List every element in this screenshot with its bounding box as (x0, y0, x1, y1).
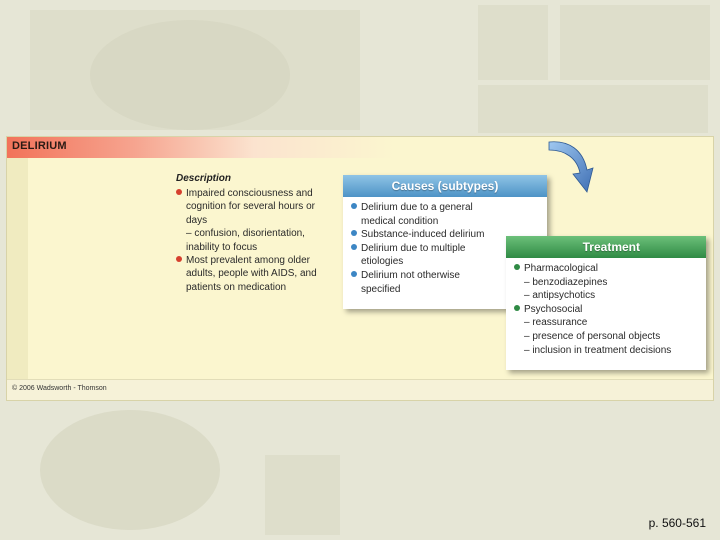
panel-title: DELIRIUM (12, 140, 67, 152)
bullet-icon (351, 230, 357, 236)
description-line: days (186, 214, 208, 226)
causes-line: Substance-induced delirium (351, 228, 547, 242)
panel-side-strip (7, 158, 28, 380)
treatment-line: Psychosocial (514, 303, 706, 317)
background-face (40, 410, 220, 530)
description-line: inability to focus (186, 241, 258, 253)
bullet-icon (514, 305, 520, 311)
copyright-text: © 2006 Wadsworth - Thomson (12, 385, 107, 392)
page-reference: p. 560-561 (648, 516, 706, 530)
description-line: Impaired consciousness and (176, 187, 336, 200)
causes-line: etiologies (361, 256, 404, 268)
bullet-icon (176, 256, 182, 262)
treatment-line: – presence of personal objects (524, 330, 661, 342)
description-line: adults, people with AIDS, and (186, 268, 317, 280)
treatment-line: – reassurance (524, 317, 588, 329)
bullet-icon (514, 264, 520, 270)
causes-line: medical condition (361, 215, 439, 227)
treatment-line: – benzodiazepines (524, 276, 608, 288)
background-tile (265, 455, 340, 535)
description-line: cognition for several hours or (186, 201, 315, 213)
description-section (176, 173, 336, 294)
background-tile (478, 5, 548, 80)
causes-line: specified (361, 283, 401, 295)
background-tile (478, 85, 708, 133)
causes-line: Delirium not otherwise (351, 269, 547, 283)
background-face (90, 20, 290, 130)
bullet-icon (351, 271, 357, 277)
bullet-icon (351, 244, 357, 250)
treatment-line: – antipsychotics (524, 290, 596, 302)
causes-line: Delirium due to multiple (351, 242, 547, 256)
description-line: – confusion, disorientation, (186, 228, 305, 240)
causes-heading: Causes (subtypes) (343, 175, 547, 197)
treatment-line: Pharmacological (514, 262, 706, 276)
treatment-box (506, 236, 706, 370)
description-line: patients on medication (186, 281, 287, 293)
description-line: Most prevalent among older (176, 254, 336, 267)
curved-arrow-icon (547, 136, 603, 196)
treatment-heading: Treatment (506, 236, 706, 258)
treatment-line: – inclusion in treatment decisions (524, 344, 672, 356)
panel-header (7, 137, 713, 158)
bullet-icon (351, 203, 357, 209)
causes-line: Delirium due to a general (351, 201, 547, 215)
background-tile (560, 5, 710, 80)
delirium-panel (7, 137, 713, 400)
bullet-icon (176, 189, 182, 195)
panel-footer (7, 379, 713, 400)
description-heading: Description (176, 173, 232, 184)
